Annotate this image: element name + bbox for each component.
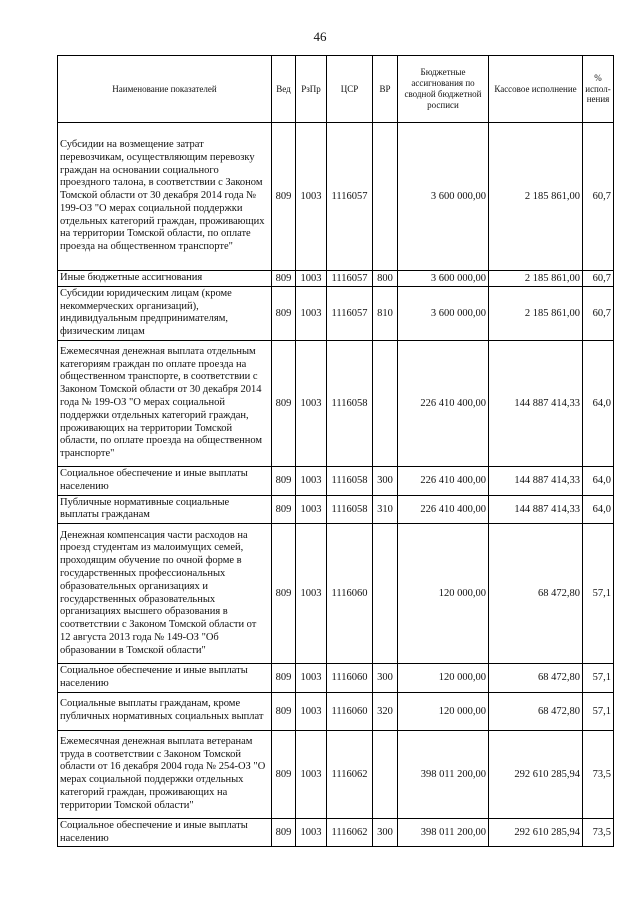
- cell-rzpr: 1003: [296, 271, 327, 287]
- table-row: [58, 692, 614, 730]
- cell-vr: [373, 524, 398, 664]
- cell-csr: 1116060: [327, 692, 373, 730]
- cell-name: Иные бюджетные ассигнования: [58, 271, 272, 287]
- table-row: [58, 123, 614, 271]
- table-row: [58, 664, 614, 693]
- table-row: [58, 730, 614, 818]
- cell-vr: 300: [373, 466, 398, 495]
- cell-name: Социальное обеспечение и иные выплаты населению: [58, 466, 272, 495]
- cell-pct: 64,0: [583, 466, 614, 495]
- cell-ved: 809: [272, 664, 296, 693]
- cell-rzpr: 1003: [296, 692, 327, 730]
- cell-name: Ежемесячная денежная выплата ветеранам труда в соответствии с Законом Томской области от 16 декабря 2004 года № 254-ОЗ "О мерах социальной поддержки отдельных категорий граждан, проживающих на территории Томской области": [58, 730, 272, 818]
- header-csr: ЦСР: [327, 56, 373, 123]
- cell-ved: 809: [272, 466, 296, 495]
- table-header-row: [58, 56, 614, 123]
- cell-cash: 144 887 414,33: [489, 466, 583, 495]
- cell-cash: 2 185 861,00: [489, 271, 583, 287]
- cell-csr: 1116057: [327, 271, 373, 287]
- cell-csr: 1116058: [327, 495, 373, 524]
- cell-ved: 809: [272, 123, 296, 271]
- cell-name: Социальные выплаты гражданам, кроме публичных нормативных социальных выплат: [58, 692, 272, 730]
- cell-cash: 68 472,80: [489, 664, 583, 693]
- cell-cash: 68 472,80: [489, 692, 583, 730]
- cell-budget: 226 410 400,00: [398, 466, 489, 495]
- cell-name: Публичные нормативные социальные выплаты гражданам: [58, 495, 272, 524]
- cell-csr: 1116060: [327, 524, 373, 664]
- cell-budget: 120 000,00: [398, 692, 489, 730]
- cell-pct: 64,0: [583, 340, 614, 466]
- cell-rzpr: 1003: [296, 340, 327, 466]
- cell-rzpr: 1003: [296, 664, 327, 693]
- cell-pct: 73,5: [583, 818, 614, 847]
- cell-ved: 809: [272, 286, 296, 340]
- table-row: [58, 466, 614, 495]
- cell-rzpr: 1003: [296, 524, 327, 664]
- cell-budget: 226 410 400,00: [398, 340, 489, 466]
- header-rzpr: РзПр: [296, 56, 327, 123]
- table-row: [58, 524, 614, 664]
- cell-ved: 809: [272, 730, 296, 818]
- table-row: [58, 286, 614, 340]
- header-ved: Вед: [272, 56, 296, 123]
- cell-rzpr: 1003: [296, 123, 327, 271]
- cell-csr: 1116060: [327, 664, 373, 693]
- header-pct: % испол-нения: [583, 56, 614, 123]
- cell-name: Ежемесячная денежная выплата отдельным категориям граждан по оплате проезда на общественном транспорте, в соответствии с Законом Томской области от 30 декабря 2014 года № 199-ОЗ "О мерах социальной поддержки отдельных категорий граждан, проживающих на территории Томской области, по оплате проезда на общественном транспорте": [58, 340, 272, 466]
- cell-vr: 810: [373, 286, 398, 340]
- cell-budget: 3 600 000,00: [398, 123, 489, 271]
- cell-csr: 1116058: [327, 340, 373, 466]
- cell-budget: 226 410 400,00: [398, 495, 489, 524]
- cell-cash: 68 472,80: [489, 524, 583, 664]
- cell-vr: [373, 730, 398, 818]
- cell-csr: 1116057: [327, 286, 373, 340]
- budget-execution-table: [57, 55, 614, 847]
- cell-ved: 809: [272, 495, 296, 524]
- cell-pct: 60,7: [583, 123, 614, 271]
- header-cash: Кассовое исполнение: [489, 56, 583, 123]
- cell-pct: 64,0: [583, 495, 614, 524]
- cell-csr: 1116062: [327, 730, 373, 818]
- cell-budget: 120 000,00: [398, 524, 489, 664]
- cell-cash: 144 887 414,33: [489, 340, 583, 466]
- cell-rzpr: 1003: [296, 818, 327, 847]
- cell-ved: 809: [272, 271, 296, 287]
- cell-name: Социальное обеспечение и иные выплаты населению: [58, 664, 272, 693]
- cell-csr: 1116062: [327, 818, 373, 847]
- cell-vr: 310: [373, 495, 398, 524]
- cell-vr: [373, 340, 398, 466]
- cell-cash: 292 610 285,94: [489, 730, 583, 818]
- cell-vr: 320: [373, 692, 398, 730]
- cell-budget: 398 011 200,00: [398, 730, 489, 818]
- cell-cash: 2 185 861,00: [489, 286, 583, 340]
- cell-vr: 300: [373, 664, 398, 693]
- cell-pct: 60,7: [583, 271, 614, 287]
- cell-pct: 57,1: [583, 692, 614, 730]
- cell-budget: 3 600 000,00: [398, 271, 489, 287]
- cell-budget: 120 000,00: [398, 664, 489, 693]
- cell-pct: 60,7: [583, 286, 614, 340]
- table-row: [58, 495, 614, 524]
- cell-pct: 57,1: [583, 524, 614, 664]
- cell-cash: 144 887 414,33: [489, 495, 583, 524]
- cell-ved: 809: [272, 818, 296, 847]
- cell-rzpr: 1003: [296, 466, 327, 495]
- cell-cash: 2 185 861,00: [489, 123, 583, 271]
- cell-ved: 809: [272, 340, 296, 466]
- cell-rzpr: 1003: [296, 730, 327, 818]
- cell-pct: 73,5: [583, 730, 614, 818]
- cell-name: Денежная компенсация части расходов на проезд студентам из малоимущих семей, проходящим обучение по очной форме в государственных профессиональных образовательных организациях и государственных образовательных организациях высшего образования в соответствии с Законом Томской области от 12 августа 2013 года № 149-ОЗ "Об образовании в Томской области": [58, 524, 272, 664]
- cell-csr: 1116057: [327, 123, 373, 271]
- table-row: [58, 818, 614, 847]
- cell-name: Социальное обеспечение и иные выплаты населению: [58, 818, 272, 847]
- table-row: [58, 340, 614, 466]
- page-number: 46: [313, 29, 327, 44]
- cell-budget: 3 600 000,00: [398, 286, 489, 340]
- cell-vr: 800: [373, 271, 398, 287]
- cell-vr: 300: [373, 818, 398, 847]
- cell-rzpr: 1003: [296, 286, 327, 340]
- header-name: Наименование показателей: [58, 56, 272, 123]
- cell-rzpr: 1003: [296, 495, 327, 524]
- cell-budget: 398 011 200,00: [398, 818, 489, 847]
- cell-name: Субсидии на возмещение затрат перевозчикам, осуществляющим перевозку граждан на основании социального проездного талона, в соответствии с Законом Томской области от 30 декабря 2014 года № 199-ОЗ "О мерах социальной поддержки отдельных категорий граждан, проживающих на территории Томской области, по оплате проезда на общественном транспорте": [58, 123, 272, 271]
- header-budget: Бюджетные ассигнования по сводной бюджетной росписи: [398, 56, 489, 123]
- cell-pct: 57,1: [583, 664, 614, 693]
- cell-cash: 292 610 285,94: [489, 818, 583, 847]
- cell-ved: 809: [272, 692, 296, 730]
- cell-ved: 809: [272, 524, 296, 664]
- cell-csr: 1116058: [327, 466, 373, 495]
- cell-vr: [373, 123, 398, 271]
- header-vr: ВР: [373, 56, 398, 123]
- cell-name: Субсидии юридическим лицам (кроме некоммерческих организаций), индивидуальным предпринимателям, физическим лицам: [58, 286, 272, 340]
- table-row: [58, 271, 614, 287]
